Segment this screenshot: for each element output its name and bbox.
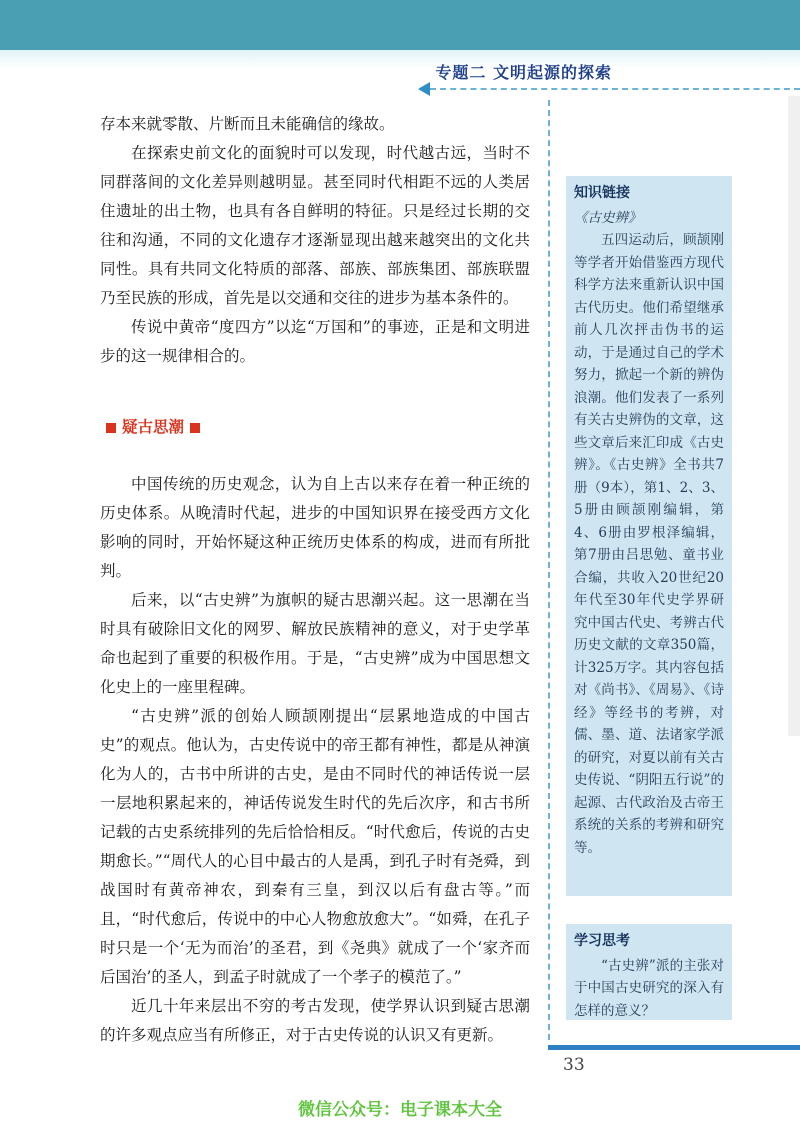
knowledge-link-text: 五四运动后，顾颉刚等学者开始借鉴西方现代科学方法来重新认识中国古代历史。他们希望继承前人几次抨击伪书的运动，于是通过自己的学术努力，掀起一个新的辨伪浪潮。他们发表了一系列有关古史辨伪的文章，这些文章后来汇印成《古史辨》。《古史辨》全书共7册（9本），第1、2、3、5册由顾颉刚编辑，第4、6册由罗根泽编辑，第7册由吕思勉、童书业合编，共收入20世纪20年代至30年代史学界研究中国古代史、考辨古代历史文献的文章350篇，计325万字。其内容包括对《尚书》、《周易》、《诗经》等经书的考辨，对儒、墨、道、法诸家学派的研究，对夏以前有关古史传说、“阴阳五行说”的起源、古代政治及古帝王系统的关系的考辨和研究等。 <box>574 232 724 856</box>
paragraph: 后来，以“古史辨”为旗帜的疑古思潮兴起。这一思潮在当时具有破除旧文化的网罗、解放民族精神的意义，对于史学革命也起到了重要的积极作用。于是，“古史辨”成为中国思想文化史上的一座里程碑。 <box>100 591 530 696</box>
square-bullet-icon <box>106 423 116 433</box>
study-think-title: 学习思考 <box>574 933 630 949</box>
footer-rule <box>548 1045 800 1050</box>
header-fade <box>0 50 800 68</box>
watermark: 微信公众号：电子课本大全 <box>298 1100 502 1120</box>
page-edge-strip <box>788 96 800 736</box>
header-divider <box>430 88 800 90</box>
knowledge-link-box <box>566 176 732 896</box>
section-heading-text: 疑古思潮 <box>122 418 185 436</box>
study-think-box <box>566 924 732 1020</box>
paragraph: 在探索史前文化的面貌时可以发现，时代越古远，当时不同群落间的文化差异则越明显。甚至同时代相距不远的人类居住遗址的出土物，也具有各自鲜明的特征。只是经过长期的交往和沟通，不同的文化遗存才逐渐显现出越来越突出的文化共同性。具有共同文化特质的部落、部族、部族集团、部族联盟乃至民族的形成，首先是以交通和交往的进步为基本条件的。 <box>100 144 530 307</box>
square-bullet-icon <box>190 423 200 433</box>
arrow-left-icon <box>418 82 430 96</box>
knowledge-link-subtitle: 《古史辨》 <box>574 209 642 226</box>
section-heading <box>100 413 530 442</box>
column-divider <box>548 100 550 1040</box>
paragraph: 近几十年来层出不穷的考古发现，使学界认识到疑古思潮的许多观点应当有所修正，对于古史传说的认识又有更新。 <box>100 997 530 1044</box>
chapter-title: 专题二 文明起源的探索 <box>435 63 612 82</box>
main-text <box>100 110 530 1050</box>
header-band <box>0 0 800 50</box>
page-number: 33 <box>563 1055 585 1075</box>
paragraph: 存本来就零散、片断而且未能确信的缘故。 <box>100 115 395 133</box>
paragraph: 中国传统的历史观念，认为自上古以来存在着一种正统的历史体系。从晚清时代起，进步的中国知识界在接受西方文化影响的同时，开始怀疑这种正统历史体系的构成，进而有所批判。 <box>100 475 530 580</box>
paragraph: 传说中黄帝“度四方”以迄“万国和”的事迹，正是和文明进步的这一规律相合的。 <box>100 318 530 365</box>
study-think-text: “古史辨”派的主张对于中国古史研究的深入有怎样的意义？ <box>574 957 724 1019</box>
knowledge-link-title: 知识链接 <box>574 185 630 201</box>
paragraph: “古史辨”派的创始人顾颉刚提出“层累地造成的中国古史”的观点。他认为，古史传说中的帝王都有神性，都是从神演化为人的，古书中所讲的古史，是由不同时代的神话传说一层一层地积累起来的，神话传说发生时代的先后次序，和古书所记载的古史系统排列的先后恰恰相反。“时代愈后，传说的古史期愈长。”“周代人的心目中最古的人是禹，到孔子时有尧舜，到战国时有黄帝神农，到秦有三皇，到汉以后有盘古等。”而且，“时代愈后，传说中的中心人物愈放愈大”。“如舜，在孔子时只是一个‘无为而治’的圣君，到《尧典》就成了一个‘家齐而后国治’的圣人，到孟子时就成了一个孝子的模范了。” <box>100 707 530 986</box>
